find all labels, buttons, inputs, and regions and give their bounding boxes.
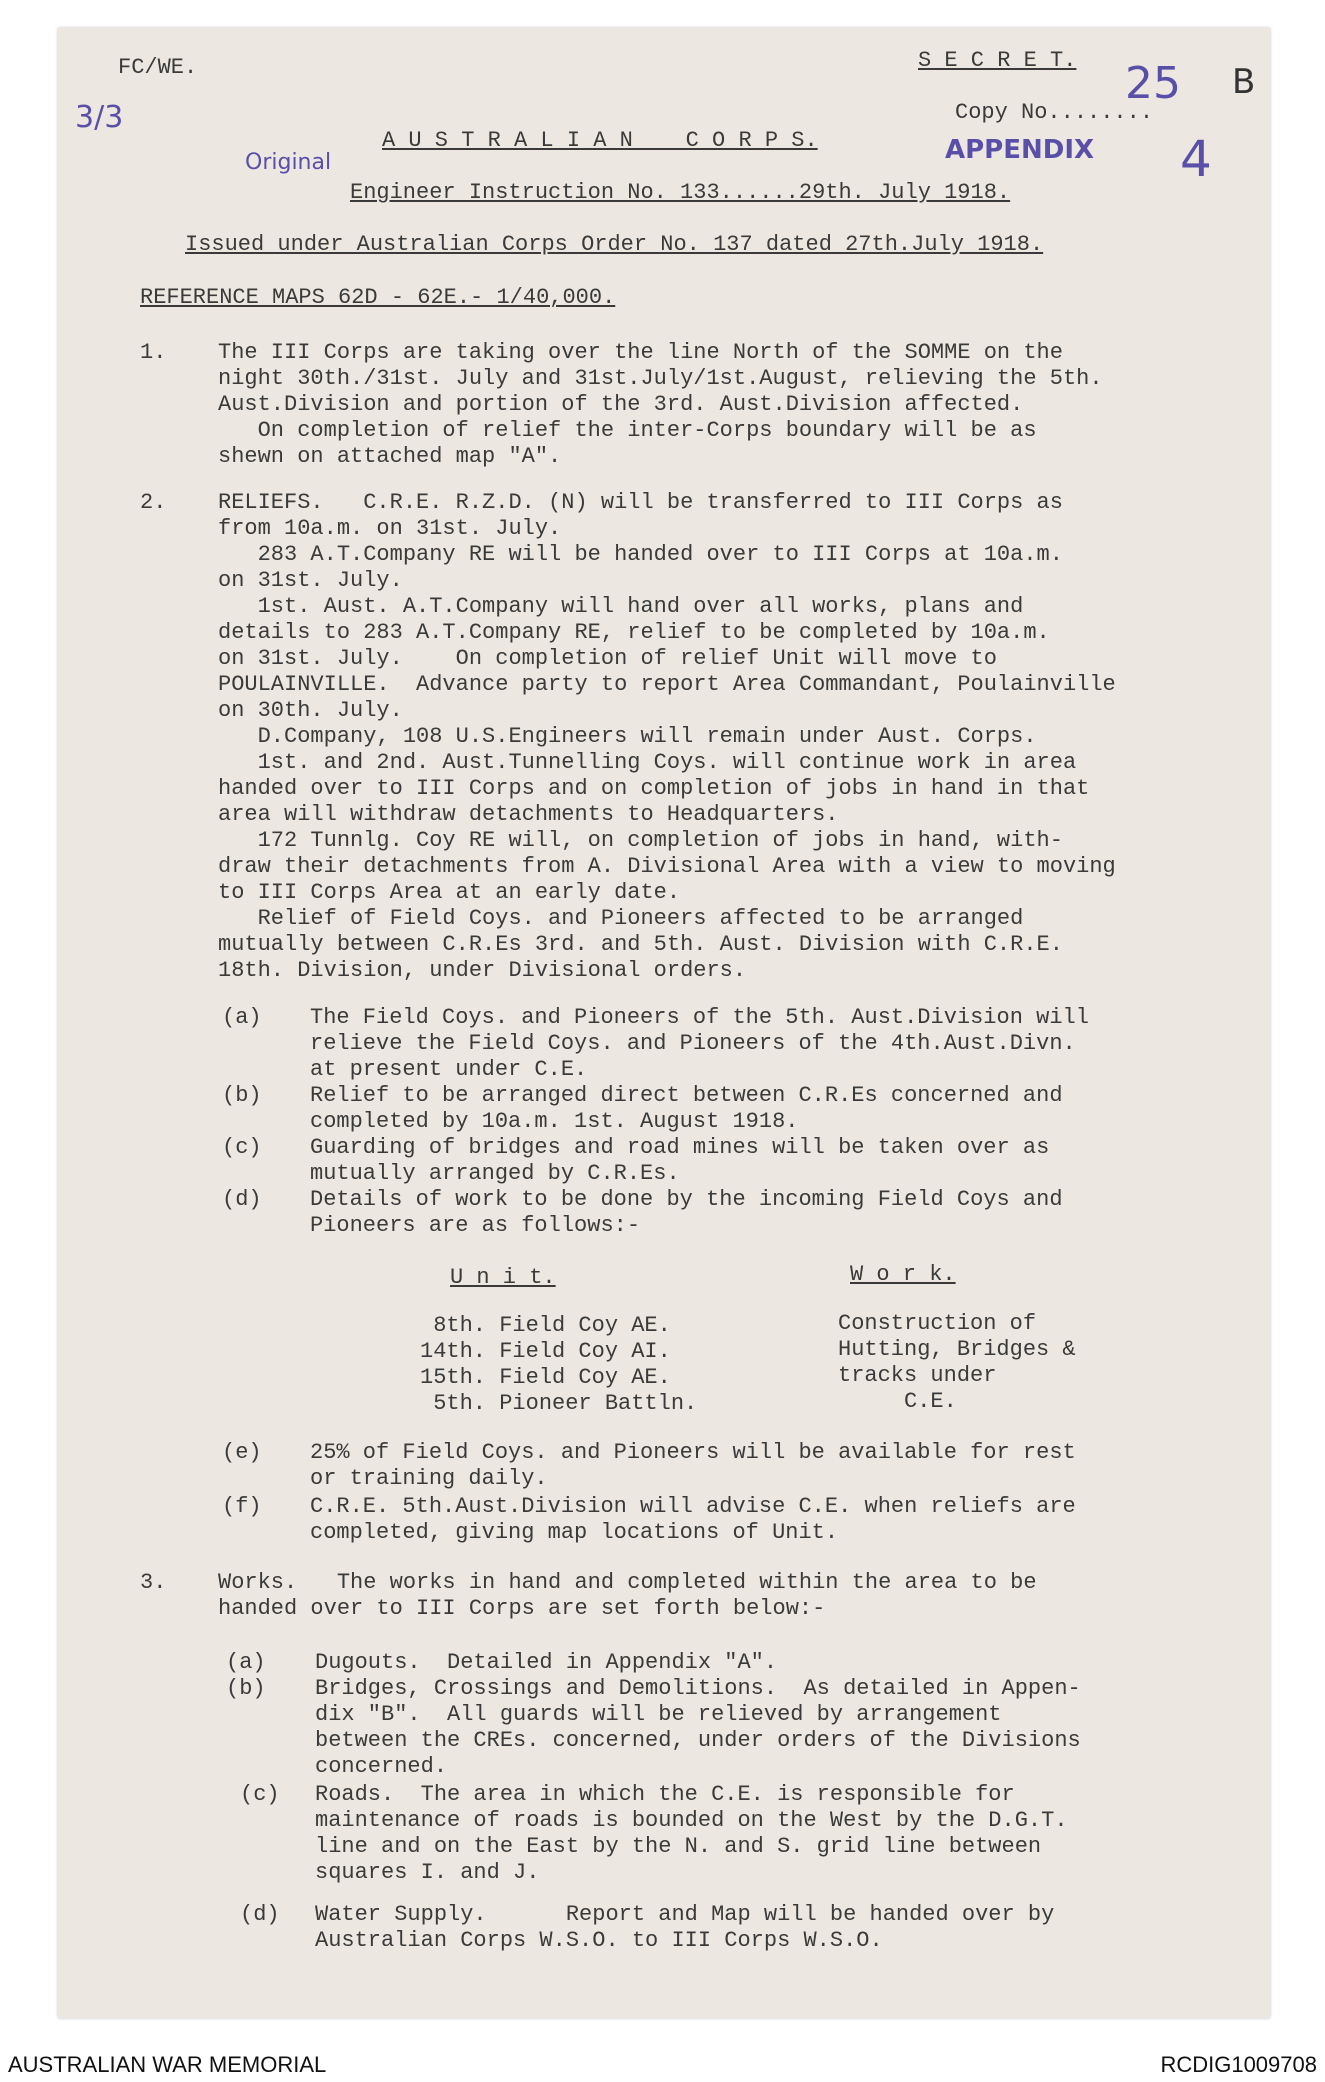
text-line: on 31st. July. On completion of relief Unit will move to [218, 646, 997, 671]
paragraph-1 [218, 340, 1103, 470]
text-line: mutually between C.R.Es 3rd. and 5th. Aust. Division with C.R.E. [218, 932, 1063, 957]
work-row: Hutting, Bridges & [838, 1337, 1076, 1362]
sub-item-f [310, 1494, 1076, 1546]
works-item-d [315, 1902, 1054, 1954]
text-line: 172 Tunnlg. Coy RE will, on completion of jobs in hand, with- [218, 828, 1063, 853]
sub-label: (b) [226, 1676, 266, 1701]
unit-list [420, 1313, 697, 1417]
work-row: Construction of [838, 1311, 1037, 1336]
issued-line: Issued under Australian Corps Order No. 137 dated 27th.July 1918. [185, 232, 1044, 257]
reference-maps: REFERENCE MAPS 62D - 62E.- 1/40,000. [140, 285, 616, 310]
work-list [838, 1311, 1076, 1415]
text-line: completed, giving map locations of Unit. [310, 1520, 839, 1545]
text-line: Guarding of bridges and road mines will be taken over as [310, 1135, 1050, 1160]
sub-label: (d) [240, 1902, 280, 1927]
text-line: at present under C.E. [310, 1057, 588, 1082]
handwritten-original: Original [245, 150, 332, 175]
handwritten-number: 25 [1125, 58, 1181, 109]
text-line: between the CREs. concerned, under orders of the Divisions [315, 1728, 1081, 1753]
text-line: dix "B". All guards will be relieved by arrangement [315, 1702, 1002, 1727]
para-number: 1. [140, 340, 167, 365]
text-line: concerned. [315, 1754, 448, 1779]
text-line: Aust.Division and portion of the 3rd. Aust.Division affected. [218, 392, 1024, 417]
text-line: on 30th. July. [218, 698, 403, 723]
unit-row: 14th. Field Coy AI. [420, 1339, 671, 1364]
works-item-a [315, 1650, 777, 1676]
para-number: 2. [140, 490, 167, 515]
works-item-c [315, 1782, 1068, 1886]
text-line: handed over to III Corps are set forth below:- [218, 1596, 826, 1621]
text-line: draw their detachments from A. Divisional Area with a view to moving [218, 854, 1116, 879]
footer-record-id: RCDIG1009708 [1160, 2052, 1317, 2077]
text-line: Australian Corps W.S.O. to III Corps W.S.O. [315, 1928, 883, 1953]
text-line: relieve the Field Coys. and Pioneers of the 4th.Aust.Divn. [310, 1031, 1076, 1056]
paragraph-3 [218, 1570, 1037, 1622]
text-line: maintenance of roads is bounded on the West by the D.G.T. [315, 1808, 1068, 1833]
text-line: to III Corps Area at an early date. [218, 880, 681, 905]
text-line: D.Company, 108 U.S.Engineers will remain under Aust. Corps. [218, 724, 1037, 749]
text-line: POULAINVILLE. Advance party to report Area Commandant, Poulainville [218, 672, 1116, 697]
text-line: On completion of relief the inter-Corps boundary will be as [218, 418, 1037, 443]
text-line: 1st. Aust. A.T.Company will hand over all works, plans and [218, 594, 1024, 619]
sub-item-a [310, 1005, 1089, 1083]
sub-label: (c) [222, 1135, 262, 1160]
text-line: Relief of Field Coys. and Pioneers affected to be arranged [218, 906, 1024, 931]
sub-label: (b) [222, 1083, 262, 1108]
text-line: The III Corps are taking over the line North of the SOMME on the [218, 340, 1063, 365]
text-line: squares I. and J. [315, 1860, 540, 1885]
text-line: details to 283 A.T.Company RE, relief to be completed by 10a.m. [218, 620, 1050, 645]
corps-title: A U S T R A L I A N C O R P S. [382, 128, 818, 153]
unit-header: U n i t. [450, 1265, 556, 1290]
secret-marking: S E C R E T. [918, 48, 1077, 73]
text-line: 1st. and 2nd. Aust.Tunnelling Coys. will continue work in area [218, 750, 1077, 775]
text-line: area will withdraw detachments to Headquarters. [218, 802, 839, 827]
sub-label: (c) [240, 1782, 280, 1807]
sub-item-d [310, 1187, 1063, 1239]
unit-row: 5th. Pioneer Battln. [420, 1391, 698, 1416]
instruction-title: Engineer Instruction No. 133......29th. July 1918. [350, 180, 1011, 205]
text-line: handed over to III Corps and on completion of jobs in hand in that [218, 776, 1090, 801]
text-line: Works. The works in hand and completed within the area to be [218, 1570, 1037, 1595]
text-line: night 30th./31st. July and 31st.July/1st.August, relieving the 5th. [218, 366, 1103, 391]
text-line: line and on the East by the N. and S. grid line between [315, 1834, 1042, 1859]
sub-label: (d) [222, 1187, 262, 1212]
work-header: W o r k. [850, 1262, 956, 1287]
para-number: 3. [140, 1570, 167, 1595]
text-line: completed by 10a.m. 1st. August 1918. [310, 1109, 799, 1134]
text-line: C.R.E. 5th.Aust.Division will advise C.E. when reliefs are [310, 1494, 1076, 1519]
work-row: tracks under [838, 1363, 997, 1388]
sub-item-c [310, 1135, 1049, 1187]
works-item-b [315, 1676, 1081, 1780]
handwritten-letter: B [1232, 62, 1256, 102]
text-line: Roads. The area in which the C.E. is responsible for [315, 1782, 1015, 1807]
appendix-stamp: APPENDIX [945, 135, 1095, 165]
sub-label: (e) [222, 1440, 262, 1465]
text-line: on 31st. July. [218, 568, 403, 593]
text-line: The Field Coys. and Pioneers of the 5th. Aust.Division will [310, 1005, 1089, 1030]
sub-label: (f) [222, 1494, 262, 1519]
text-line: Dugouts. Detailed in Appendix "A". [315, 1650, 778, 1675]
file-reference: FC/WE. [118, 55, 198, 80]
unit-row: 15th. Field Coy AE. [420, 1365, 671, 1390]
unit-row: 8th. Field Coy AE. [420, 1313, 671, 1338]
sub-label: (a) [226, 1650, 266, 1675]
text-line: Details of work to be done by the incoming Field Coys and [310, 1187, 1063, 1212]
text-line: Bridges, Crossings and Demolitions. As detailed in Appen- [315, 1676, 1081, 1701]
text-line: from 10a.m. on 31st. July. [218, 516, 562, 541]
text-line: Relief to be arranged direct between C.R.Es concerned and [310, 1083, 1063, 1108]
handwritten-ref: 3/3 [75, 100, 124, 135]
text-line: mutually arranged by C.R.Es. [310, 1161, 680, 1186]
sub-item-e [310, 1440, 1076, 1492]
paragraph-2 [218, 490, 1116, 984]
appendix-number: 4 [1180, 130, 1212, 188]
text-line: 25% of Field Coys. and Pioneers will be available for rest [310, 1440, 1076, 1465]
text-line: or training daily. [310, 1466, 548, 1491]
text-line: RELIEFS. C.R.E. R.Z.D. (N) will be transferred to III Corps as [218, 490, 1063, 515]
sub-item-b [310, 1083, 1063, 1135]
text-line: 18th. Division, under Divisional orders. [218, 958, 747, 983]
text-line: Water Supply. Report and Map will be handed over by [315, 1902, 1055, 1927]
sub-label: (a) [222, 1005, 262, 1030]
text-line: 283 A.T.Company RE will be handed over to III Corps at 10a.m. [218, 542, 1063, 567]
copy-number: Copy No........ [955, 100, 1154, 125]
footer-institution: AUSTRALIAN WAR MEMORIAL [8, 2052, 327, 2077]
text-line: shewn on attached map "A". [218, 444, 562, 469]
work-row: C.E. [838, 1389, 957, 1414]
text-line: Pioneers are as follows:- [310, 1213, 641, 1238]
